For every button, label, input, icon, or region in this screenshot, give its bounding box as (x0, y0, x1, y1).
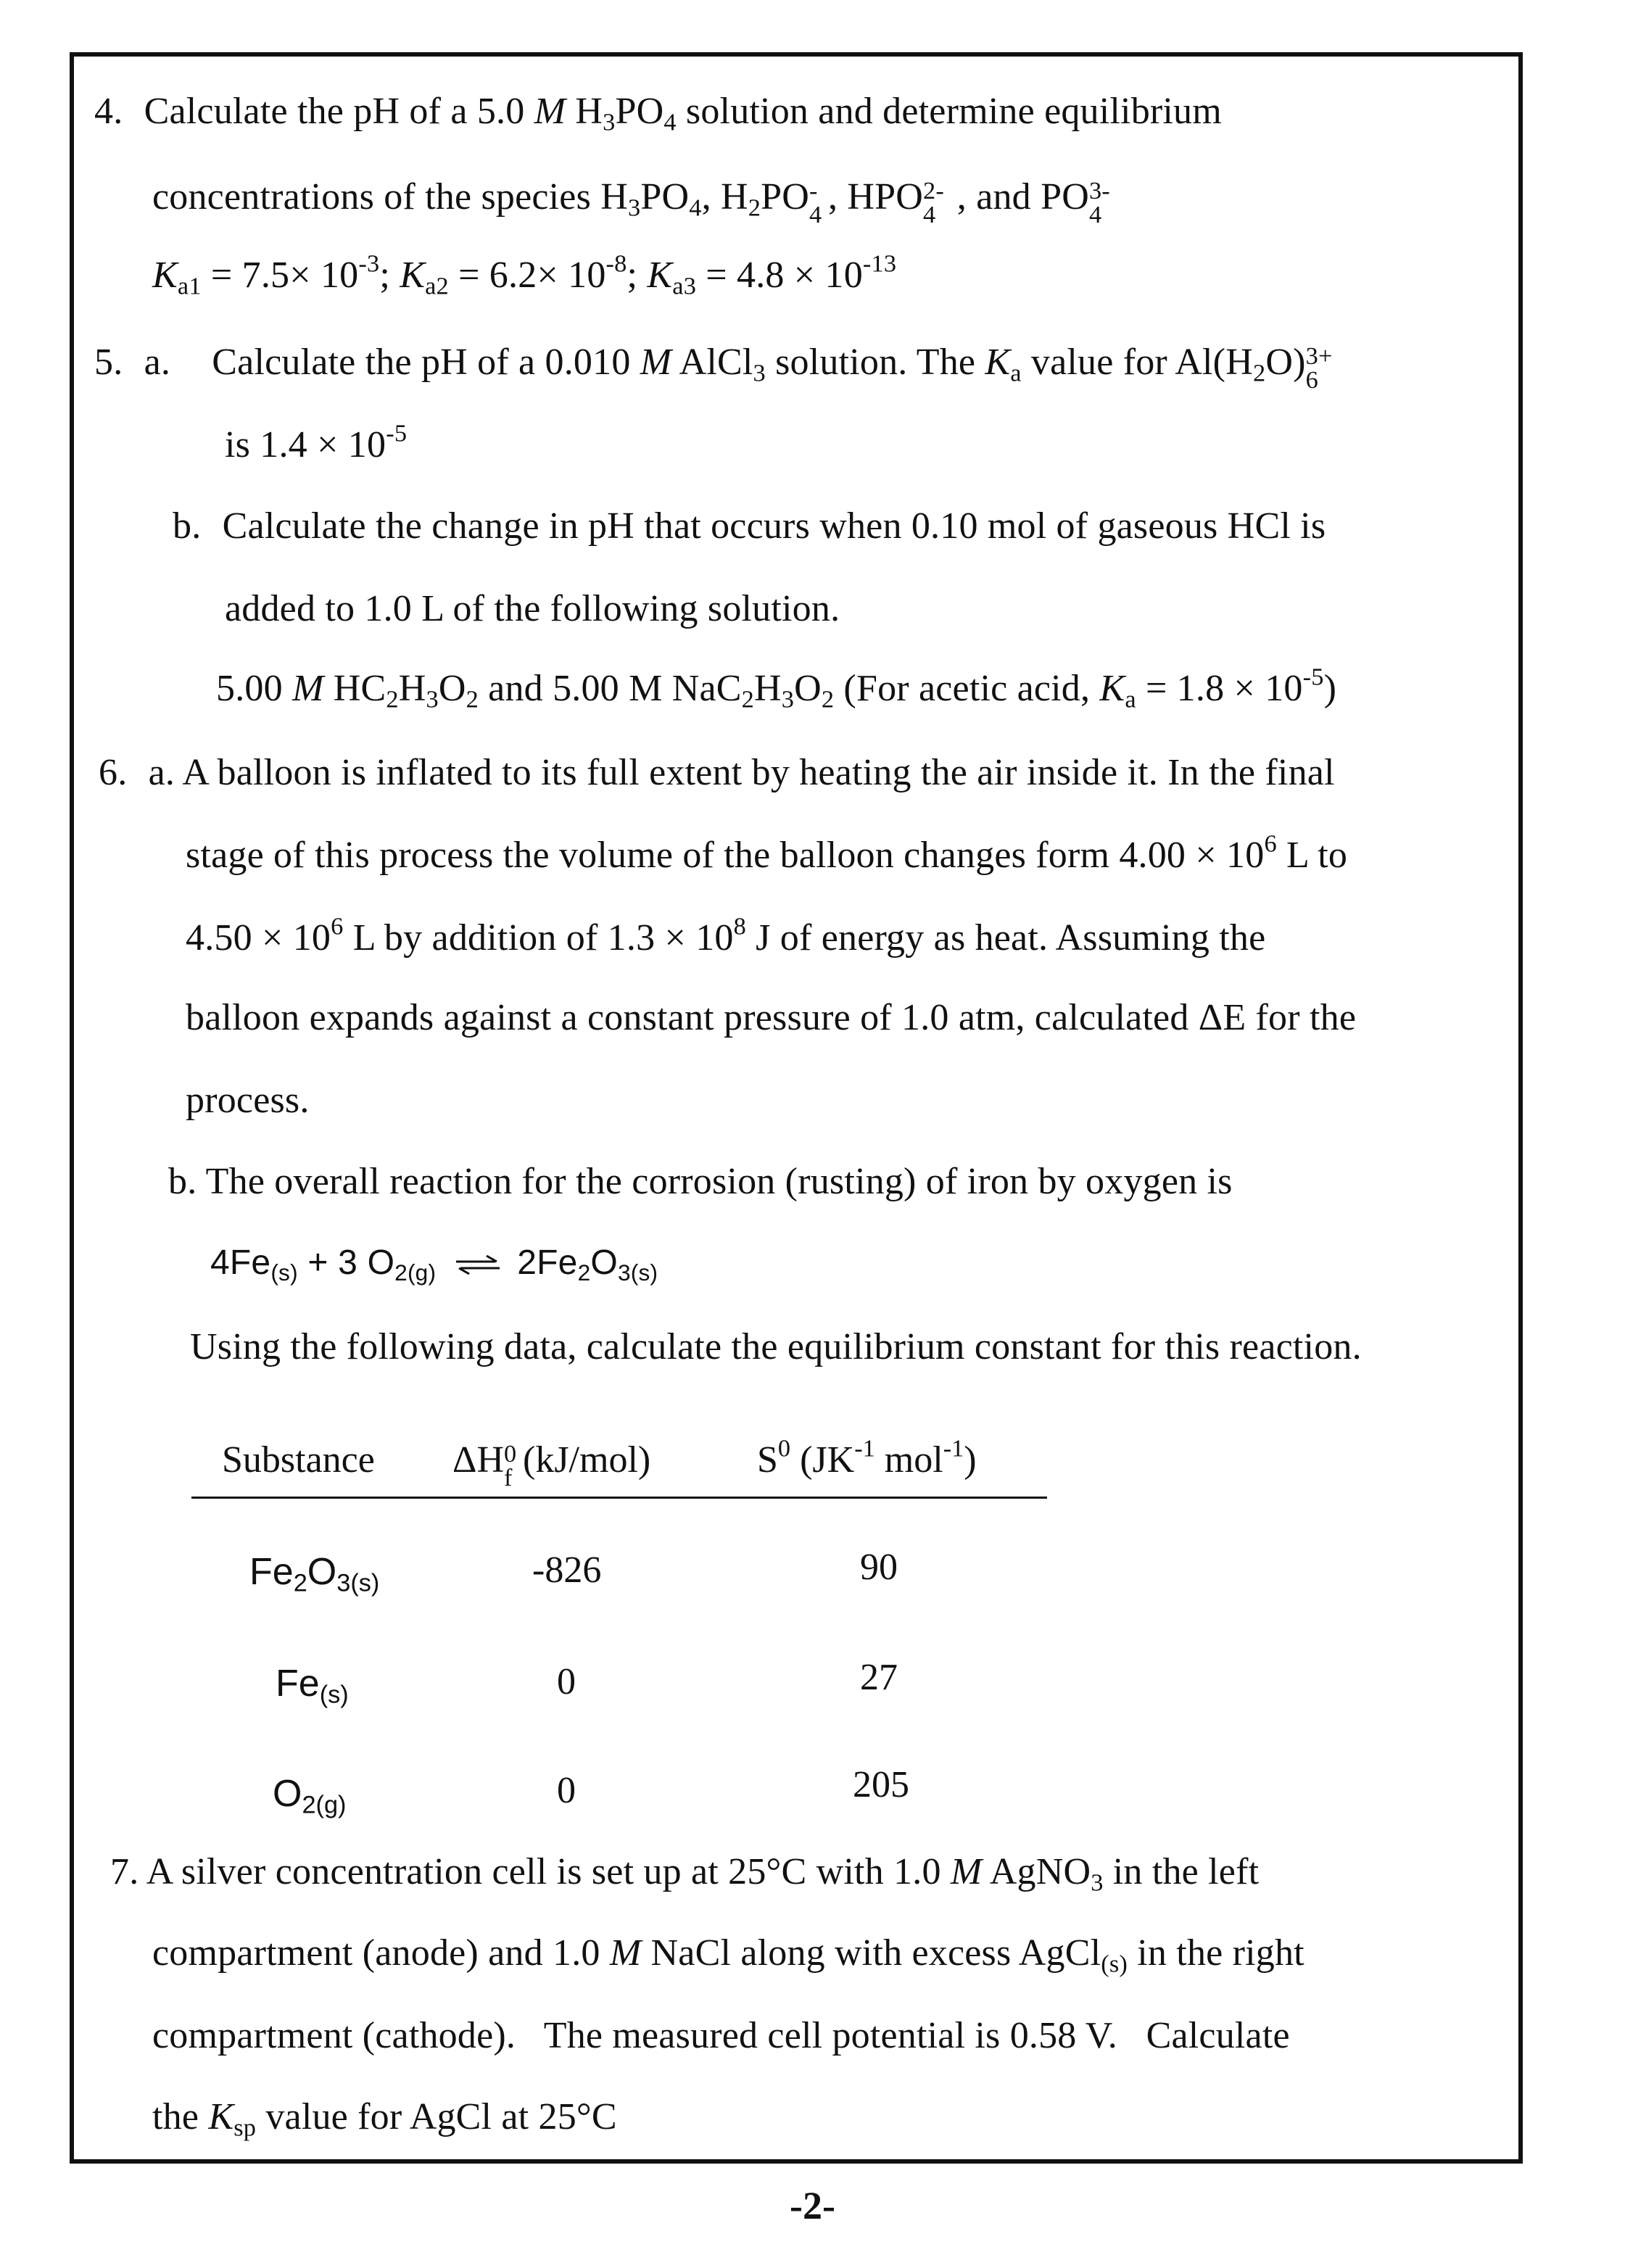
q5-line-1: 5. a. Calculate the pH of a 0.010 M AlCl$_3$ solution. The $K_a$ value for $Al(H_2O)$ 3+ 6 (94, 342, 1333, 394)
page-number: -2- (790, 2184, 835, 2227)
q6-line-5: process. (186, 1080, 310, 1121)
q4-number: 4. (94, 91, 123, 132)
q6-part-b-line: b. The overall reaction for the corrosion (rusting) of iron by oxygen is (168, 1161, 1233, 1202)
q7-line-3: compartment (cathode). The measured cell potential is 0.58 V. Calculate (152, 2015, 1290, 2056)
q7-line-1: 7. A silver concentration cell is set up at 25°C with 1.0 M AgNO$_3$ in the left (110, 1851, 1260, 1897)
equilibrium-arrow-icon (455, 1254, 501, 1275)
q4-line-1: 4. Calculate the pH of a 5.0 M $H_3PO_4$ solution and determine equilibrium (94, 91, 1222, 136)
q4-line-2: concentrations of the species $H_3PO_4$, $H_2PO$ - 4 , HPO 2- 4 , and PO 3- 4 (152, 176, 1110, 228)
q5-part-b-label: b. (173, 505, 202, 547)
table-row-o2-enthalpy: 0 (557, 1770, 576, 1811)
q5-line-2: is $1.4 \times 10^{-5}$ (225, 419, 408, 465)
q6-part-b-line-2: Using the following data, calculate the equilibrium constant for this reaction. (190, 1326, 1362, 1367)
table-row-fe2o3-entropy: 90 (860, 1547, 898, 1588)
table-row-o2-substance: $O_{2(g)}$ (273, 1773, 347, 1819)
q6-line-1: 6. a. A balloon is inflated to its full extent by heating the air inside it. In the final (99, 752, 1335, 793)
q5-part-b-line-2: added to 1.0 L of the following solution. (225, 588, 840, 629)
table-row-fe2o3-substance: $Fe_2O_{3(s)}$ (249, 1551, 380, 1597)
q6-reaction-equation: $4Fe_{(s)} + 3$ $O_{2(g)}$ $2Fe_2O_{3(s)}$ (210, 1243, 658, 1286)
q6-number: 6. (99, 752, 128, 793)
q5-part-a-label: a. (144, 342, 171, 383)
q5-part-b-line-1: b. Calculate the change in pH that occurs when 0.10 mol of gaseous HCl is (173, 505, 1326, 547)
table-header-enthalpy: ΔH 0 f (kJ/mol) (452, 1439, 651, 1491)
table-header-rule (191, 1497, 1047, 1499)
q6-line-3: $4.50 \times 10^6$ L by addition of $1.3 \times 10^8$ J of energy as heat. Assuming the (186, 912, 1266, 959)
q6-line-4: balloon expands against a constant pressure of 1.0 atm, calculated ΔE for the (186, 997, 1357, 1038)
table-row-fe-substance: $Fe_{(s)}$ (276, 1663, 349, 1709)
table-row-fe-enthalpy: 0 (557, 1661, 576, 1702)
q4-constants: $K_{a1} = 7.5\times 10^{-3}$; $K_{a2} = 6.2\times 10^{-8}$; $K_{a3} = 4.8 \times 10^{-13}$ (152, 249, 897, 300)
q5-solution-line: 5.00 M $HC_2H_3O_2$ and 5.00 M $NaC_2H_3O_2$ (For acetic acid, $K_a = 1.8 \times 10^{-5}$) (216, 663, 1337, 713)
table-header-entropy: $S^0$ ($JK^{-1}$ mol$^{-1}$) (757, 1434, 977, 1481)
table-header-substance: Substance (222, 1439, 375, 1481)
q5-number: 5. (94, 342, 123, 383)
q7-line-2: compartment (anode) and 1.0 M NaCl along with excess AgCl$_{(s)}$ in the right (152, 1932, 1304, 1978)
table-row-fe2o3-enthalpy: -826 (532, 1549, 602, 1591)
table-row-fe-entropy: 27 (860, 1657, 898, 1698)
q6-line-2: stage of this process the volume of the balloon changes form $4.00 \times 10^6$ L to (186, 829, 1348, 876)
q7-line-4: the $K_{sp}$ value for AgCl at 25°C (152, 2096, 617, 2142)
table-row-o2-entropy: 205 (853, 1764, 909, 1805)
